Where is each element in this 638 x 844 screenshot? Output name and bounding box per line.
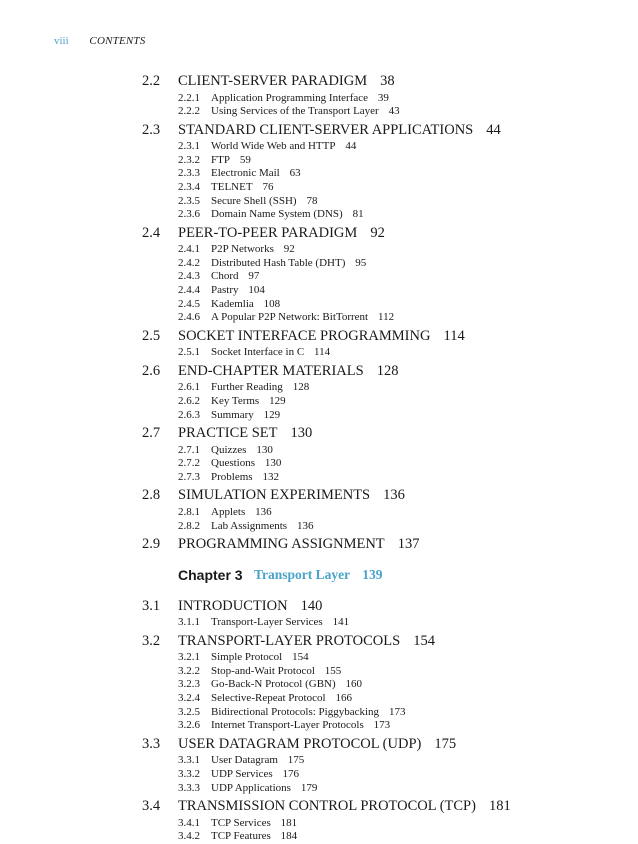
entry-page-number: 181 — [489, 798, 511, 815]
entry-page-number: 114 — [314, 346, 331, 359]
toc-subsection-entry — [0, 140, 638, 154]
entry-title-text: SIMULATION EXPERIMENTS — [178, 487, 371, 504]
entry-page-number: 114 — [443, 327, 465, 344]
entry-number: 2.4.6 — [178, 311, 200, 324]
entry-title — [211, 105, 400, 119]
entry-number: 3.3.3 — [178, 781, 200, 794]
toc-subsection-entry — [0, 665, 638, 679]
entry-title — [211, 270, 259, 284]
entry-title-text: Applets — [211, 505, 246, 518]
entry-title — [211, 195, 317, 209]
toc-section-entry — [0, 631, 638, 652]
entry-page-number: 154 — [292, 651, 309, 664]
toc-subsection-entry — [0, 444, 638, 458]
entry-title-text: Lab Assignments — [211, 519, 288, 532]
entry-title-text: Using Services of the Transport Layer — [211, 105, 379, 118]
entry-title-text: Transport-Layer Services — [211, 616, 323, 629]
entry-page-number: 129 — [263, 408, 281, 421]
entry-number: 3.1.1 — [178, 616, 200, 629]
entry-title-text: Summary — [211, 408, 254, 421]
entry-title — [178, 361, 398, 381]
entry-title — [211, 768, 299, 782]
toc-subsection-entry — [0, 782, 638, 796]
entry-title — [211, 651, 309, 665]
entry-title — [211, 782, 317, 796]
entry-page-number: 136 — [296, 519, 314, 532]
entry-title — [211, 409, 280, 423]
toc-subsection-entry — [0, 830, 638, 844]
entry-title-text: Further Reading — [211, 381, 283, 394]
entry-title — [211, 754, 304, 768]
toc-subsection-entry — [0, 154, 638, 168]
entry-page-number: 166 — [335, 692, 352, 705]
entry-number: 3.2.2 — [178, 664, 200, 677]
entry-title — [211, 346, 330, 360]
entry-page-number: 112 — [377, 311, 395, 324]
page-header — [54, 35, 145, 47]
entry-title-text: Internet Transport-Layer Protocols — [211, 719, 364, 732]
entry-page-number: 160 — [345, 678, 363, 691]
entry-number: 3.1 — [142, 597, 161, 614]
entry-page-number: 130 — [264, 457, 282, 470]
page-number: viii — [54, 35, 69, 47]
entry-page-number: 59 — [239, 153, 251, 166]
entry-title-text: Application Programming Interface — [211, 91, 369, 104]
entry-page-number: 108 — [263, 297, 281, 310]
toc-section-entry — [0, 534, 638, 555]
entry-number: 3.4 — [142, 798, 161, 815]
entry-title — [211, 243, 295, 257]
entry-title-text: Chord — [211, 270, 239, 283]
entry-title — [211, 395, 286, 409]
toc-chapter-heading — [0, 555, 638, 595]
entry-page-number: 92 — [283, 243, 295, 256]
entry-title-text: Go-Back-N Protocol (GBN) — [211, 678, 336, 691]
toc-subsection-entry — [0, 506, 638, 520]
toc-subsection-entry — [0, 381, 638, 395]
toc-subsection-entry — [0, 208, 638, 222]
entry-number: 2.5.1 — [178, 346, 200, 359]
entry-title-text: STANDARD CLIENT-SERVER APPLICATIONS — [178, 121, 474, 138]
entry-page-number: 175 — [287, 754, 305, 767]
entry-page-number: 184 — [280, 830, 298, 843]
entry-number: 2.6.1 — [178, 381, 200, 394]
toc-subsection-entry — [0, 270, 638, 284]
entry-page-number: 179 — [300, 781, 318, 794]
toc-subsection-entry — [0, 678, 638, 692]
entry-title-text: Problems — [211, 470, 253, 483]
entry-number: 2.3.5 — [178, 194, 200, 207]
entry-title — [211, 817, 297, 831]
entry-page-number: 130 — [290, 425, 313, 442]
entry-number: 3.3.1 — [178, 754, 200, 767]
entry-title — [211, 520, 313, 534]
entry-number: 2.4.3 — [178, 270, 200, 283]
toc-section-entry — [0, 796, 638, 817]
entry-title — [178, 223, 385, 243]
entry-title-text: END-CHAPTER MATERIALS — [178, 362, 364, 379]
entry-number: 2.2.1 — [178, 91, 200, 104]
running-title: CONTENTS — [89, 35, 146, 47]
entry-number: 2.8.1 — [178, 505, 200, 518]
entry-page-number: 97 — [248, 270, 260, 283]
toc-subsection-entry — [0, 651, 638, 665]
entry-number: 2.8 — [142, 487, 161, 504]
entry-page-number: 76 — [262, 180, 274, 193]
toc-subsection-entry — [0, 768, 638, 782]
entry-title-text: TCP Features — [211, 830, 271, 843]
entry-number: 2.4.1 — [178, 243, 200, 256]
entry-page-number: 129 — [269, 395, 286, 407]
entry-page-number: 95 — [355, 256, 367, 269]
entry-title — [211, 719, 390, 733]
toc-section-entry — [0, 734, 638, 755]
entry-number: 2.6.2 — [178, 395, 200, 407]
entry-title-text: CLIENT-SERVER PARADIGM — [178, 73, 368, 89]
entry-title — [211, 616, 349, 630]
entry-title — [211, 444, 273, 458]
entry-title-text: Quizzes — [211, 443, 247, 456]
entry-page-number: 155 — [324, 664, 342, 677]
toc-subsection-entry — [0, 181, 638, 195]
entry-title — [178, 734, 456, 754]
entry-title — [178, 423, 312, 443]
toc-subsection-entry — [0, 409, 638, 423]
entry-number: 3.3 — [142, 735, 161, 752]
entry-title-text: FTP — [211, 153, 230, 166]
table-of-contents — [0, 70, 638, 844]
entry-title-text: PRACTICE SET — [178, 425, 278, 442]
entry-page-number: 38 — [380, 73, 395, 89]
entry-title — [211, 830, 297, 844]
entry-title — [211, 506, 272, 520]
entry-number: 2.7.1 — [178, 443, 200, 456]
entry-title-text: World Wide Web and HTTP — [211, 140, 336, 153]
entry-page-number: 39 — [377, 91, 389, 104]
entry-title-text: TCP Services — [211, 816, 271, 829]
toc-subsection-entry — [0, 719, 638, 733]
entry-number: 2.6.3 — [178, 408, 200, 421]
entry-number: 3.2.5 — [178, 705, 200, 718]
entry-title-text: Simple Protocol — [211, 651, 283, 664]
toc-subsection-entry — [0, 471, 638, 485]
entry-title-text: PROGRAMMING ASSIGNMENT — [178, 536, 385, 553]
toc-subsection-entry — [0, 243, 638, 257]
entry-title-text: Stop-and-Wait Protocol — [211, 664, 315, 677]
entry-title — [211, 665, 341, 679]
entry-number: 2.6 — [142, 362, 161, 379]
entry-title-text: Secure Shell (SSH) — [211, 194, 297, 207]
entry-page-number: 78 — [306, 194, 318, 207]
entry-page-number: 137 — [397, 536, 420, 553]
entry-page-number: 128 — [376, 362, 399, 379]
toc-subsection-entry — [0, 195, 638, 209]
toc-subsection-entry — [0, 257, 638, 271]
toc-subsection-entry — [0, 457, 638, 471]
entry-number: 3.2.3 — [178, 678, 200, 691]
entry-number: 2.3.6 — [178, 208, 200, 221]
entry-page-number: 44 — [345, 140, 357, 153]
entry-title-text: Electronic Mail — [211, 167, 280, 180]
entry-number: 2.3.2 — [178, 153, 200, 166]
entry-page-number: 154 — [413, 632, 435, 649]
entry-title — [178, 485, 405, 505]
entry-title-text: UDP Applications — [211, 781, 291, 794]
entry-title — [211, 140, 356, 154]
entry-page-number: 44 — [486, 121, 501, 138]
entry-title — [211, 381, 309, 395]
entry-title-text: USER DATAGRAM PROTOCOL (UDP) — [178, 735, 422, 752]
entry-page-number: 128 — [292, 381, 310, 394]
entry-number: 2.3.3 — [178, 167, 200, 180]
entry-page-number: 43 — [388, 105, 400, 118]
entry-number: 2.9 — [142, 536, 161, 553]
entry-title-text: Bidirectional Protocols: Piggybacking — [211, 705, 380, 718]
entry-title-text: PEER-TO-PEER PARADIGM — [178, 224, 358, 241]
toc-subsection-entry — [0, 817, 638, 831]
entry-page-number: 92 — [370, 224, 385, 241]
entry-number: 2.7.3 — [178, 470, 200, 483]
entry-title — [211, 706, 405, 720]
entry-title — [211, 257, 366, 271]
entry-title — [211, 311, 394, 325]
entry-number: 3.2 — [142, 632, 161, 649]
entry-title-text: Key Terms — [211, 395, 260, 407]
entry-title-text: TRANSPORT-LAYER PROTOCOLS — [178, 632, 401, 649]
toc-subsection-entry — [0, 284, 638, 298]
entry-title — [178, 596, 322, 616]
toc-subsection-entry — [0, 616, 638, 630]
entry-title — [211, 181, 273, 195]
entry-title-text: Selective-Repeat Protocol — [211, 692, 326, 705]
entry-number: 2.5 — [142, 327, 161, 344]
entry-number: 2.4.5 — [178, 297, 200, 310]
entry-title — [211, 92, 389, 106]
toc-subsection-entry — [0, 105, 638, 119]
entry-number: 2.3 — [142, 121, 161, 138]
entry-title — [211, 284, 265, 298]
toc-subsection-entry — [0, 395, 638, 409]
entry-title-text: P2P Networks — [211, 243, 274, 256]
entry-title — [211, 678, 362, 692]
entry-title — [178, 120, 501, 140]
entry-title-text: Kademlia — [211, 297, 254, 310]
entry-page-number: 81 — [352, 208, 364, 221]
entry-number: 2.3.1 — [178, 140, 200, 153]
entry-title — [178, 534, 419, 554]
toc-subsection-entry — [0, 167, 638, 181]
entry-page-number: 63 — [289, 167, 301, 180]
entry-number: 2.2.2 — [178, 105, 200, 118]
entry-number: 3.4.2 — [178, 830, 200, 843]
entry-title-text: UDP Services — [211, 767, 273, 780]
entry-title-text: SOCKET INTERFACE PROGRAMMING — [178, 327, 431, 344]
entry-page-number: 176 — [282, 767, 300, 780]
entry-title-text: TELNET — [211, 180, 253, 193]
entry-title — [211, 457, 281, 471]
entry-number: 2.4.4 — [178, 284, 200, 297]
entry-title — [211, 692, 352, 706]
toc-subsection-entry — [0, 311, 638, 325]
toc-section-entry — [0, 596, 638, 617]
toc-section-entry — [0, 326, 638, 347]
toc-section-entry — [0, 485, 638, 506]
entry-title — [211, 471, 279, 485]
entry-page-number: 173 — [388, 705, 406, 718]
entry-number: 2.2 — [142, 73, 161, 89]
toc-section-entry — [0, 71, 638, 92]
chapter-title-text: Transport Layer — [254, 566, 351, 582]
entry-page-number: 141 — [332, 616, 350, 629]
entry-number: 3.2.1 — [178, 651, 200, 664]
entry-page-number: 104 — [248, 284, 265, 297]
toc-subsection-entry — [0, 298, 638, 312]
toc-subsection-entry — [0, 92, 638, 106]
toc-subsection-entry — [0, 346, 638, 360]
toc-section-entry — [0, 423, 638, 444]
entry-number: 2.7 — [142, 425, 161, 442]
toc-subsection-entry — [0, 520, 638, 534]
entry-title — [178, 71, 395, 91]
entry-number: 2.4 — [142, 224, 161, 241]
entry-page-number: 132 — [262, 470, 279, 483]
entry-title-text: Questions — [211, 457, 255, 470]
entry-page-number: 140 — [300, 597, 323, 614]
entry-number: 3.2.4 — [178, 692, 200, 705]
chapter-label: Chapter 3 — [178, 566, 243, 583]
entry-number: 2.3.4 — [178, 180, 200, 193]
entry-number: 2.4.2 — [178, 256, 200, 269]
chapter-page-number: 139 — [362, 566, 383, 582]
entry-title-text: A Popular P2P Network: BitTorrent — [211, 311, 369, 324]
toc-section-entry — [0, 120, 638, 141]
entry-page-number: 130 — [256, 443, 273, 456]
entry-page-number: 136 — [255, 505, 272, 518]
entry-page-number: 173 — [373, 719, 391, 732]
entry-title — [211, 298, 280, 312]
entry-title — [178, 326, 465, 346]
entry-title-text: Distributed Hash Table (DHT) — [211, 256, 346, 269]
chapter-title — [254, 555, 383, 595]
entry-title — [211, 208, 364, 222]
entry-title-text: TRANSMISSION CONTROL PROTOCOL (TCP) — [178, 798, 476, 815]
toc-section-entry — [0, 223, 638, 244]
toc-subsection-entry — [0, 754, 638, 768]
entry-page-number: 136 — [383, 487, 405, 504]
entry-number: 3.2.6 — [178, 719, 200, 732]
toc-subsection-entry — [0, 706, 638, 720]
entry-title — [178, 796, 511, 816]
entry-page-number: 175 — [434, 735, 457, 752]
entry-number: 3.3.2 — [178, 767, 200, 780]
entry-number: 2.8.2 — [178, 519, 200, 532]
entry-title — [211, 167, 301, 181]
toc-subsection-entry — [0, 692, 638, 706]
entry-title-text: User Datagram — [211, 754, 278, 767]
entry-page-number: 181 — [280, 816, 298, 829]
entry-title — [178, 631, 435, 651]
toc-section-entry — [0, 361, 638, 382]
entry-number: 3.4.1 — [178, 816, 200, 829]
entry-title-text: Socket Interface in C — [211, 346, 305, 359]
entry-title-text: Domain Name System (DNS) — [211, 208, 343, 221]
entry-title — [211, 154, 251, 168]
entry-title-text: Pastry — [211, 284, 239, 297]
entry-title-text: INTRODUCTION — [178, 597, 288, 614]
entry-number: 2.7.2 — [178, 457, 200, 470]
